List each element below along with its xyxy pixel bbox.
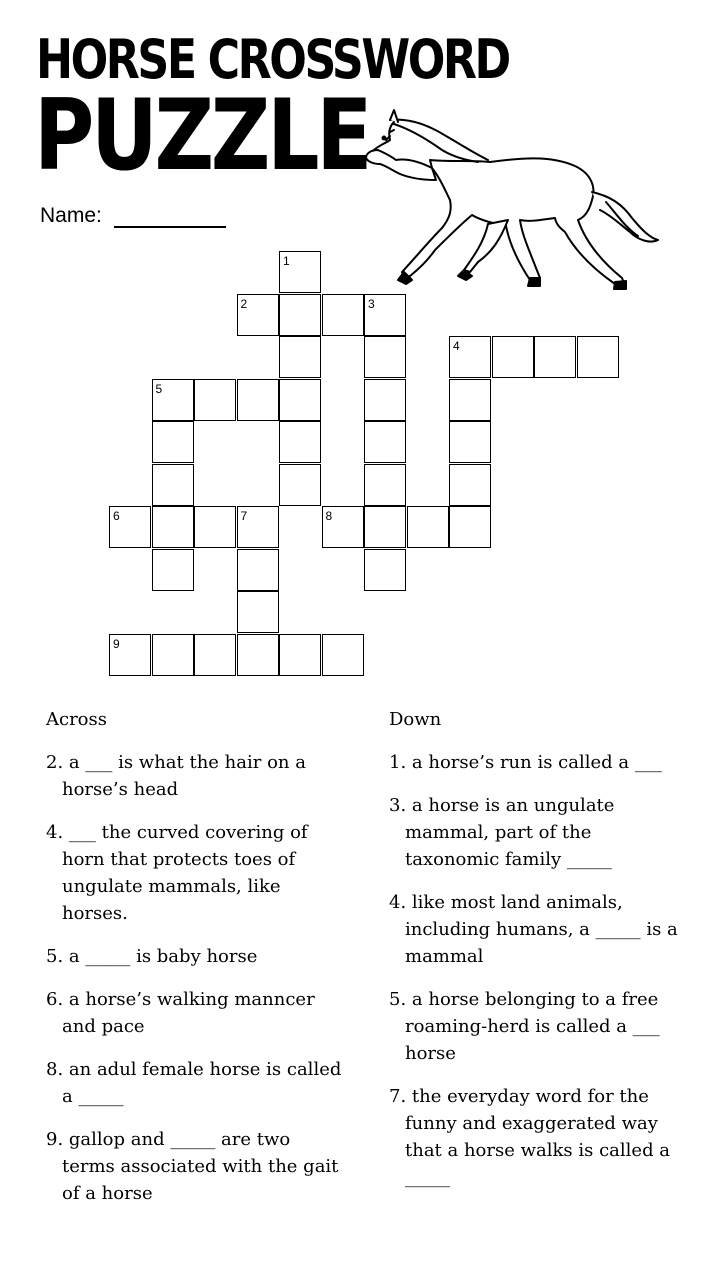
crossword-cell[interactable]: [279, 336, 321, 378]
down-clue: 5. a horse belonging to a free roaming-herd is called a ___ horse: [389, 989, 660, 1064]
down-heading: Down: [389, 709, 442, 730]
across-heading: Across: [46, 709, 107, 730]
crossword-cell[interactable]: [449, 336, 491, 378]
clue-number: 6: [113, 509, 120, 523]
crossword-cell[interactable]: [322, 294, 364, 336]
crossword-cell[interactable]: [279, 251, 321, 293]
crossword-cell[interactable]: [364, 294, 406, 336]
crossword-cell[interactable]: [364, 421, 406, 463]
crossword-cell[interactable]: [237, 634, 279, 676]
down-clue: 7. the everyday word for the funny and exaggerated way that a horse walks is called a _____: [389, 1086, 671, 1188]
crossword-cell[interactable]: [364, 506, 406, 548]
crossword-cell[interactable]: [364, 379, 406, 421]
crossword-cell[interactable]: [407, 506, 449, 548]
crossword-cell[interactable]: [322, 506, 364, 548]
crossword-cell[interactable]: [449, 464, 491, 506]
name-field-row: [40, 204, 226, 228]
clue-number: 9: [113, 636, 120, 651]
crossword-cell[interactable]: [449, 379, 491, 421]
crossword-cell[interactable]: [194, 379, 236, 421]
crossword-cell[interactable]: [152, 549, 194, 591]
down-clue: 3. a horse is an ungulate mammal, part of the taxonomic family _____: [389, 795, 615, 870]
across-clue: 2. a ___ is what the hair on a horse’s head: [46, 752, 306, 800]
name-blank-line[interactable]: [114, 206, 226, 228]
crossword-cell[interactable]: [449, 506, 491, 548]
crossword-cell[interactable]: [237, 591, 279, 633]
crossword-cell[interactable]: [152, 464, 194, 506]
across-clue: 4. ___ the curved covering of horn that protects toes of ungulate mammals, like horses.: [46, 822, 308, 924]
down-clue: 1. a horse’s run is called a ___: [389, 752, 662, 773]
across-clue: 5. a _____ is baby horse: [46, 946, 258, 967]
name-label: Name:: [40, 204, 102, 227]
down-clues: [389, 706, 689, 1207]
crossword-cell[interactable]: [449, 421, 491, 463]
title-line-1: HORSE CROSSWORD: [36, 28, 509, 91]
crossword-cell[interactable]: [279, 421, 321, 463]
crossword-cell[interactable]: [237, 379, 279, 421]
clue-number: 5: [155, 381, 163, 396]
crossword-cell[interactable]: [279, 294, 321, 336]
crossword-cell[interactable]: [492, 336, 534, 378]
crossword-cell[interactable]: [237, 294, 279, 336]
crossword-cell[interactable]: [577, 336, 619, 378]
crossword-cell[interactable]: [109, 634, 151, 676]
crossword-cell[interactable]: [322, 634, 364, 676]
crossword-cell[interactable]: [364, 336, 406, 378]
down-clue: 4. like most land animals, including humans, a _____ is a mammal: [389, 892, 678, 967]
clue-number: 1: [283, 254, 290, 268]
crossword-cell[interactable]: [152, 379, 194, 421]
crossword-cell[interactable]: [534, 336, 576, 378]
crossword-cell[interactable]: [279, 634, 321, 676]
crossword-cell[interactable]: [152, 506, 194, 548]
clue-number: 2: [240, 296, 248, 311]
title-line-2: PUZZLE: [34, 79, 370, 193]
clue-number: 4: [453, 339, 460, 353]
crossword-cell[interactable]: [279, 379, 321, 421]
across-clue: 6. a horse’s walking manncer and pace: [46, 989, 315, 1037]
clue-number: 7: [240, 509, 248, 523]
crossword-cell[interactable]: [194, 506, 236, 548]
clue-number: 3: [368, 296, 375, 311]
crossword-cell[interactable]: [109, 506, 151, 548]
crossword-cell[interactable]: [237, 506, 279, 548]
crossword-cell[interactable]: [152, 421, 194, 463]
crossword-cell[interactable]: [194, 634, 236, 676]
across-clues: [46, 706, 346, 1223]
crossword-cell[interactable]: [237, 549, 279, 591]
crossword-cell[interactable]: [152, 634, 194, 676]
across-clue: 9. gallop and _____ are two terms associated with the gait of a horse: [46, 1129, 339, 1204]
crossword-cell[interactable]: [364, 549, 406, 591]
clue-number: 8: [325, 509, 333, 523]
across-clue: 8. an adul female horse is called a _____: [46, 1059, 342, 1107]
crossword-cell[interactable]: [364, 464, 406, 506]
crossword-cell[interactable]: [279, 464, 321, 506]
horse-illustration: [360, 100, 665, 295]
